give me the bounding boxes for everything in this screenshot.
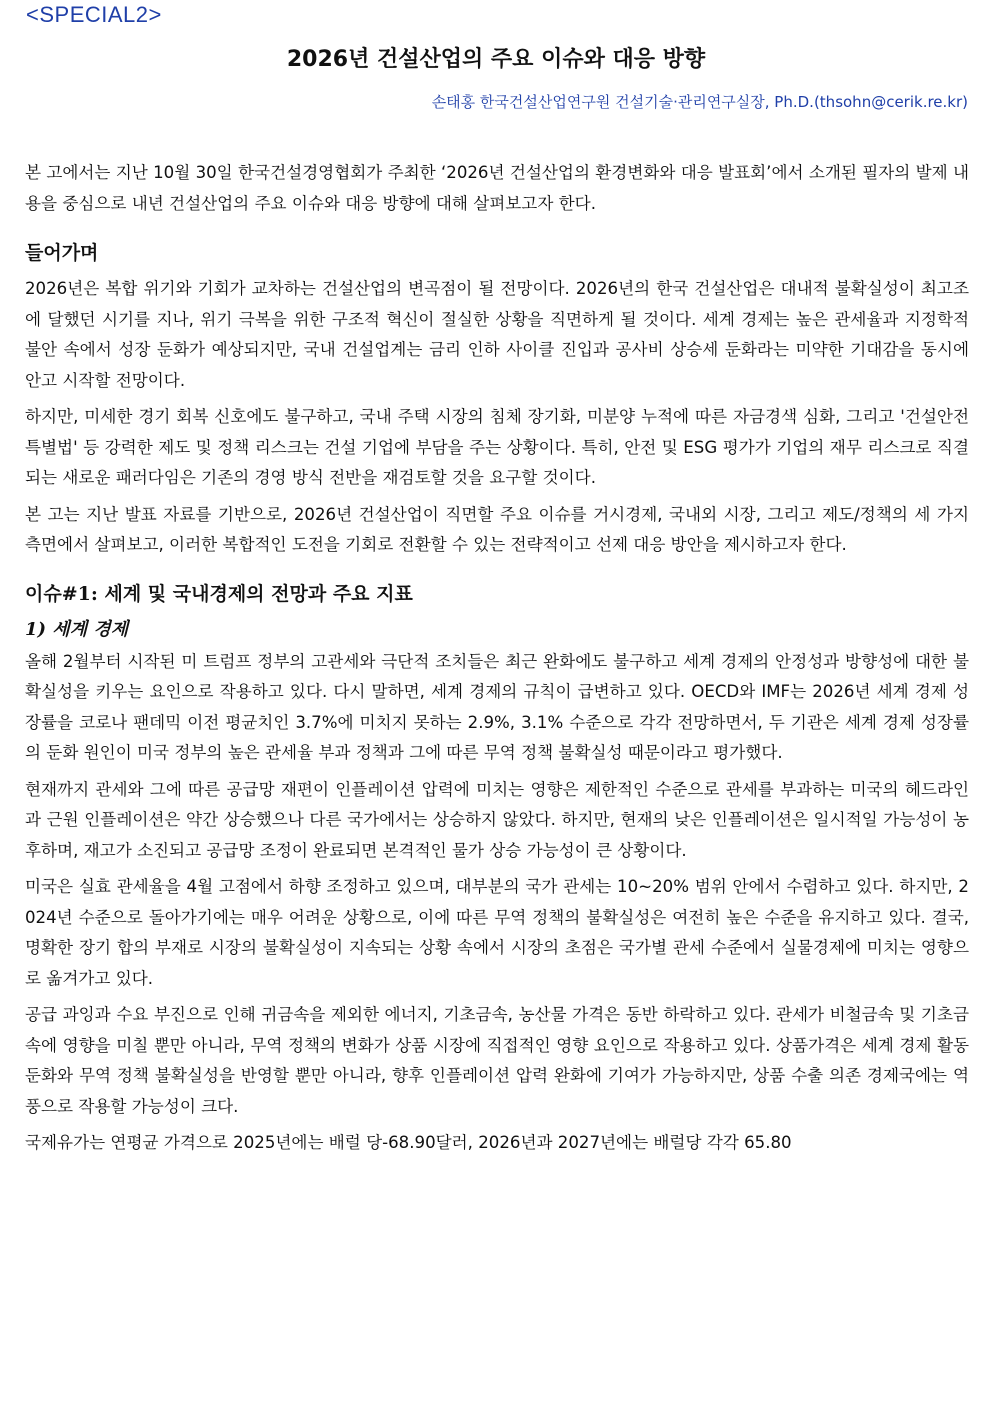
body-paragraph: 2026년은 복합 위기와 기회가 교차하는 건설산업의 변곡점이 될 전망이다. 2026년의 한국 건설산업은 대내적 불확실성이 최고조에 달했던 시기를 지나, 위기 극복을 위한 구조적 혁신이 절실한 상황을 직면하게 될 것이다. 세계 경제는 높은 관세율과 지정학적 불안 속에서 성장 둔화가 예상되지만, 국내 건설업계는 금리 인하 사이클 진입과 공사비 상승세 둔화라는 미약한 기대감을 동시에 안고 시작할 전망이다. (25, 279, 969, 390)
subsection-heading-world-economy: 1) 세계 경제 (25, 618, 129, 640)
body-paragraph: 국제유가는 연평균 가격으로 2025년에는 배럴 당-68.90달러, 2026년과 2027년에는 배럴당 각각 65.80 (25, 1133, 792, 1152)
section-heading-issue1: 이슈#1: 세계 및 국내경제의 전망과 주요 지표 (25, 582, 413, 605)
body-paragraph: 하지만, 미세한 경기 회복 신호에도 불구하고, 국내 주택 시장의 침체 장기화, 미분양 누적에 따른 자금경색 심화, 그리고 '건설안전특별법' 등 강력한 제도 및 정책 리스크는 건설 기업에 부담을 주는 상황이다. 특히, 안전 및 ESG 평가가 기업의 재무 리스크로 직결되는 새로운 패러다임은 기존의 경영 방식 전반을 재검토할 것을 요구할 것이다. (25, 407, 969, 487)
article-body (25, 158, 969, 1165)
intro-paragraph: 본 고에서는 지난 10월 30일 한국건설경영협회가 주최한 ‘2026년 건설산업의 환경변화와 대응 발표회’에서 소개된 필자의 발제 내용을 중심으로 내년 건설산업의 주요 이슈와 대응 방향에 대해 살펴보고자 한다. (25, 163, 969, 213)
body-paragraph: 미국은 실효 관세율을 4월 고점에서 하향 조정하고 있으며, 대부분의 국가 관세는 10~20% 범위 안에서 수렴하고 있다. 하지만, 2024년 수준으로 돌아가기에는 매우 어려운 상황으로, 이에 따른 무역 정책의 불확실성은 여전히 높은 수준을 유지하고 있다. 결국, 명확한 장기 합의 부재로 시장의 불확실성이 지속되는 상황 속에서 시장의 초점은 국가별 관세 수준에서 실물경제에 미치는 영향으로 옮겨가고 있다. (25, 877, 969, 988)
body-paragraph: 올해 2월부터 시작된 미 트럼프 정부의 고관세와 극단적 조치들은 최근 완화에도 불구하고 세계 경제의 안정성과 방향성에 대한 불확실성을 키우는 요인으로 작용하고 있다. 다시 말하면, 세계 경제의 규칙이 급변하고 있다. OECD와 IMF는 2026년 세계 경제 성장률을 코로나 팬데믹 이전 평균치인 3.7%에 미치지 못하는 2.9%, 3.1% 수준으로 각각 전망하면서, 두 기관은 세계 경제 성장률의 둔화 원인이 미국 정부의 높은 관세율 부과 정책과 그에 따른 무역 정책 불확실성 때문이라고 평가했다. (25, 651, 969, 762)
section-heading-intro: 들어가며 (25, 242, 99, 264)
body-paragraph: 현재까지 관세와 그에 따른 공급망 재편이 인플레이션 압력에 미치는 영향은 제한적인 수준으로 관세를 부과하는 미국의 헤드라인과 근원 인플레이션은 약간 상승했으나 다른 국가에서는 상승하지 않았다. 하지만, 현재의 낮은 인플레이션은 일시적일 가능성이 농후하며, 재고가 소진되고 공급망 조정이 완료되면 본격적인 물가 상승 가능성이 큰 상황이다. (25, 779, 969, 860)
body-paragraph: 공급 과잉과 수요 부진으로 인해 귀금속을 제외한 에너지, 기초금속, 농산물 가격은 동반 하락하고 있다. 관세가 비철금속 및 기초금속에 영향을 미칠 뿐만 아니라, 무역 정책의 변화가 상품 시장에 직접적인 영향 요인으로 작용하고 있다. 상품가격은 세계 경제 활동 둔화와 무역 정책 불확실성을 반영할 뿐만 아니라, 향후 인플레이션 압력 완화에 기여가 가능하지만, 상품 수출 의존 경제국에는 역풍으로 작용할 가능성이 크다. (25, 1005, 969, 1116)
body-paragraph: 본 고는 지난 발표 자료를 기반으로, 2026년 건설산업이 직면할 주요 이슈를 거시경제, 국내외 시장, 그리고 제도/정책의 세 가지 측면에서 살펴보고, 이러한 복합적인 도전을 기회로 전환할 수 있는 전략적이고 선제 대응 방안을 제시하고자 한다. (25, 504, 969, 554)
author-line: 손태홍 한국건설산업연구원 건설기술·관리연구실장, Ph.D.(thsohn@cerik.re.kr) (431, 93, 968, 111)
special-tag: <SPECIAL2> (26, 2, 162, 27)
article-title: 2026년 건설산업의 주요 이슈와 대응 방향 (286, 47, 706, 72)
